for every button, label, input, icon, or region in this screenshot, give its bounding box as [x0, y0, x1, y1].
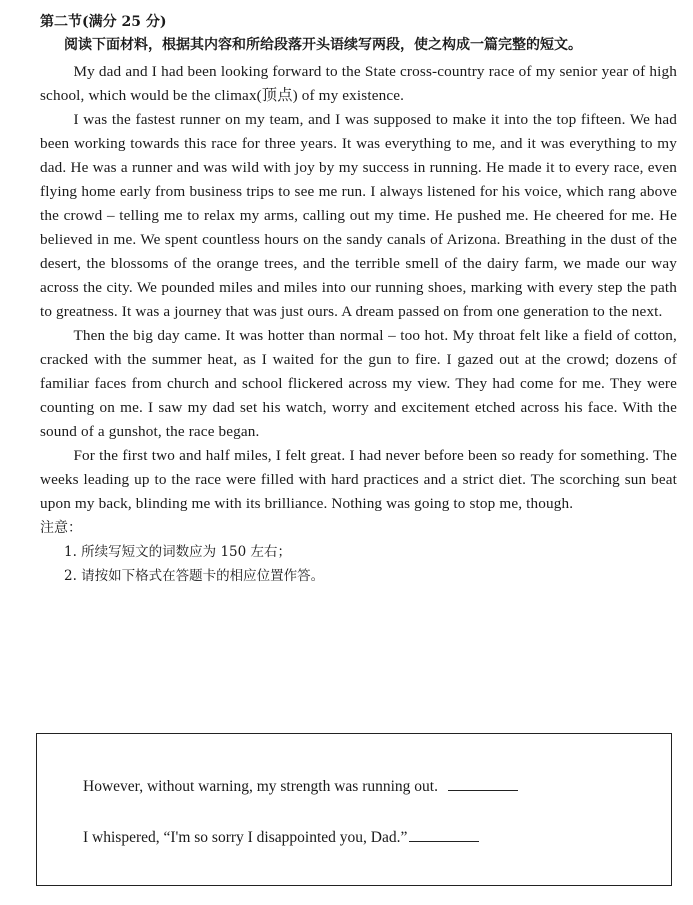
- answer-format-box: [36, 733, 672, 886]
- answer-blank-1: [448, 776, 518, 791]
- paragraph-4: For the first two and half miles, I felt great. I had never before been so ready for something. The weeks leading up to the race were filled with hard practices and a strict diet. The scorching sun beat upon my back, blinding me with its brilliance. Nothing was going to stop me, though.: [40, 447, 677, 512]
- answer-line-2-text: I whispered, “I'm so sorry I disappointed you, Dad.”: [83, 829, 408, 846]
- note-item-1: 1. 所续写短文的词数应为 150 左右；: [64, 544, 292, 560]
- answer-line-1-text: However, without warning, my strength was running out.: [83, 778, 438, 795]
- paragraph-3: Then the big day came. It was hotter than normal – too hot. My throat felt like a field of cotton, cracked with the summer heat, as I waited for the gun to fire. I gazed out at the crowd; dozens of familiar faces from church and school flickered across my view. They had come for me. They were counting on me. I saw my dad set his watch, worry and excitement etched across his face. With the sound of a gunshot, the race began.: [40, 327, 677, 440]
- answer-blank-2: [409, 827, 479, 842]
- paragraph-1: My dad and I had been looking forward to the State cross-country race of my senior year of high school, which would be the climax(顶点) of my existence.: [40, 63, 677, 104]
- notes-title: 注意：: [40, 520, 82, 536]
- notes-section: [40, 516, 677, 588]
- passage: [40, 60, 677, 516]
- answer-line-2: [83, 827, 479, 849]
- section-title: 第二节(满分 25 分): [40, 14, 167, 30]
- note-item-2: 2. 请按如下格式在答题卡的相应位置作答。: [64, 568, 325, 584]
- paragraph-2: I was the fastest runner on my team, and I was supposed to make it into the top fifteen. We had been working towards this race for three years. It was everything to me, and it was everything to my dad. He was a runner and was wild with joy by my success in running. He made it to every race, even flying home early from business trips to see me run. I always listened for his voice, which rang above the crowd – telling me to relax my arms, calling out my time. He pushed me. He cheered for me. He believed in me. We spent countless hours on the sandy canals of Arizona. Breathing in the dust of the desert, the blossoms of the orange trees, and the terrible smell of the dairy farm, we made our way across the city. We pounded miles and miles into our running shoes, marking with every step the path to greatness. It was a journey that was just ours. A dream passed on from one generation to the next.: [40, 111, 677, 320]
- instruction-text: 阅读下面材料，根据其内容和所给段落开头语续写两段，使之构成一篇完整的短文。: [64, 37, 582, 53]
- answer-line-1: [83, 776, 518, 798]
